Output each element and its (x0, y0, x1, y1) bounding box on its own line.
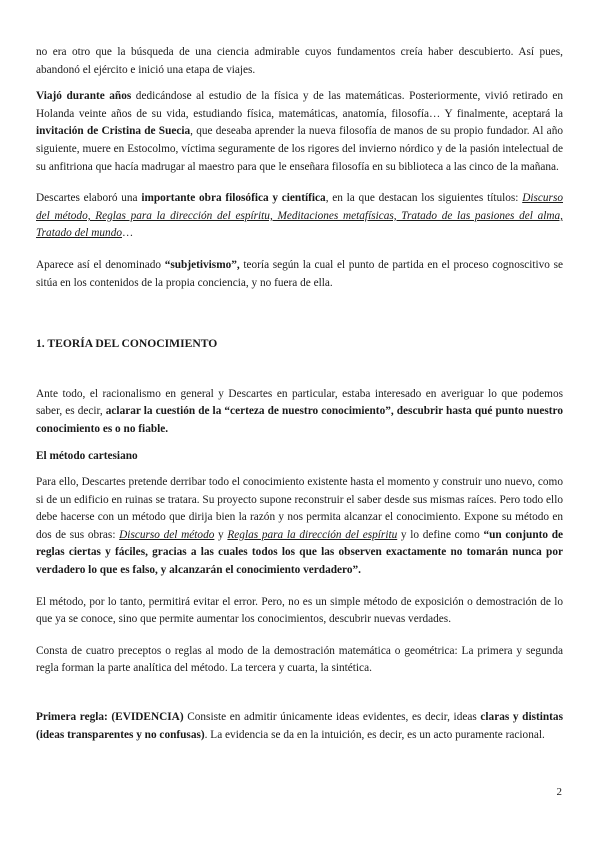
bold-phrase: “un conjunto de reglas ciertas y fáciles, gracias a las cuales todos los que las observen exactamente no tomarán nunca por verdadero lo que es falso, y alcanzarán el conocimiento verdadero”. (36, 528, 563, 577)
text-run: Consiste en admitir únicamente ideas evidentes, es decir, ideas (183, 711, 481, 724)
bold-phrase: “subjetivismo”, (164, 258, 240, 271)
underlined-title: Discurso del método (119, 528, 215, 541)
bold-phrase: claras y distintas (ideas transparentes y no confusas) (36, 711, 563, 741)
document-page (36, 44, 563, 744)
text-run: . La evidencia se da en la intuición, es decir, es un acto puramente racional. (204, 728, 545, 741)
paragraph-travels (36, 88, 563, 176)
bold-phrase: Viajó durante años (36, 90, 132, 103)
bold-phrase: aclarar la cuestión de la “certeza de nuestro conocimiento”, descubrir hasta qué punto nuestro conocimiento es o no fiable. (36, 405, 564, 435)
page-number: 2 (556, 786, 562, 798)
paragraph-first-rule (36, 709, 563, 744)
paragraph-error: El método, por lo tanto, permitirá evitar el error. Pero, no es un simple método de exposición o demostración de lo que ya se conoce, sino que permite aumentar los conocimientos, descubrir nuevas verdades. (36, 595, 563, 626)
paragraph-intro-continuation: no era otro que la búsqueda de una ciencia admirable cuyos fundamentos creía haber descubierto. Así pues, abandonó el ejército e inició una etapa de viajes. (36, 46, 563, 76)
section-heading: 1. TEORÍA DEL CONOCIMIENTO (36, 337, 218, 351)
bold-phrase: invitación de Cristina de Suecia (36, 125, 191, 138)
text-run: y lo define como (397, 528, 484, 541)
paragraph-subjectivism (36, 257, 563, 292)
bold-phrase: importante obra filosófica y científica (141, 192, 326, 205)
text-run: , en la que destacan los siguientes títulos: (325, 192, 523, 205)
text-run: Ante todo, el racionalismo en general y Descartes en particular, estaba interesado en averiguar lo que podemos saber, es decir, (36, 387, 563, 418)
text-run: … (122, 227, 134, 240)
paragraph-rationalism (36, 386, 563, 439)
text-run: , que deseaba aprender la nueva filosofía de manos de su propio fundador. Al año siguiente, muere en Estocolmo, víctima seguramente de los rigores del invierno nórdico y de la pasión intelectual de su anfitriona que hacía madrugar al maestro para que le enseñara filosofía en su biblioteca a las cinco de la mañana. (36, 125, 563, 173)
text-run: y (214, 528, 228, 541)
text-run: dedicándose al estudio de la física y de las matemáticas. Posteriormente, vivió retirado en Holanda veinte años de su vida, estudiando física, matemáticas, anatomía, filosofía… Y finalmente, aceptará la (36, 90, 563, 120)
paragraph-precepts: Consta de cuatro preceptos o reglas al modo de la demostración matemática o geométrica: La primera y segunda regla forman la parte analítica del método. La tercera y cuarta, la sintética. (36, 644, 563, 675)
paragraph-works (36, 190, 563, 243)
bold-phrase: Primera regla: (EVIDENCIA) (36, 711, 184, 724)
underlined-title: Reglas para la dirección del espíritu (227, 528, 398, 541)
paragraph-method (36, 474, 563, 580)
text-run: Aparece así el denominado (36, 258, 165, 271)
text-run: Descartes elaboró una (36, 192, 142, 205)
subheading-method: El método cartesiano (36, 449, 138, 462)
text-run: teoría según la cual el punto de partida en el proceso cognoscitivo se sitúa en los contenidos de la propia conciencia, y no fuera de ella. (36, 258, 564, 289)
underlined-titles: Discurso del método, Reglas para la dirección del espíritu, Meditaciones metafísicas, Tratado de las pasiones del alma, Tratado del mundo (36, 192, 563, 240)
text-run: Para ello, Descartes pretende derribar todo el conocimiento existente hasta el momento y construir uno nuevo, como si de un edificio en ruinas se tratara. Su proyecto supone reconstruir el saber desde sus mismas raíces. Pero todo ello debe hacerse con un método que dirija bien la razón y nos permita alcanzar el conocimiento. Expone su método en dos de sus obras: (36, 476, 563, 541)
